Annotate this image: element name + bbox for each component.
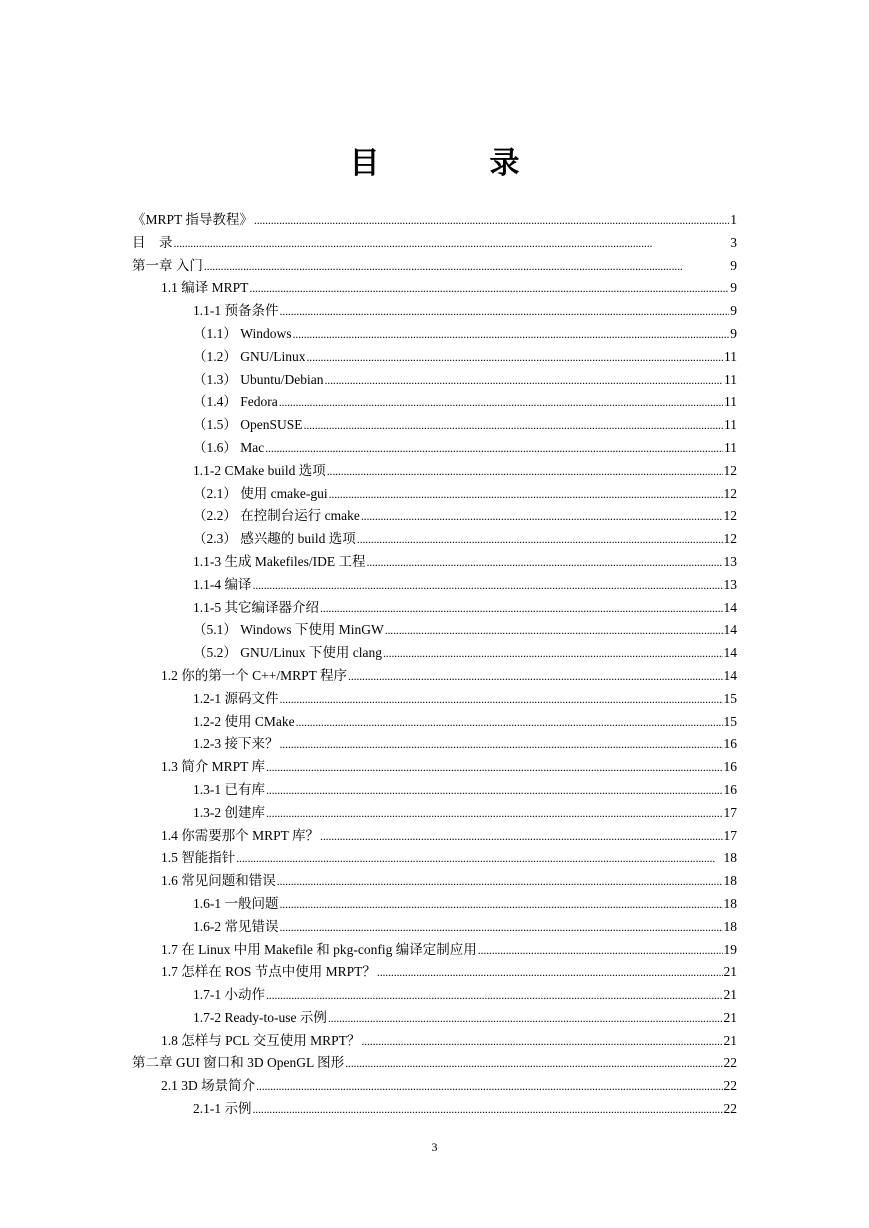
toc-entry[interactable] — [161, 961, 737, 984]
toc-row — [0, 300, 869, 323]
toc-entry-label: 1.1-3 生成 Makefiles/IDE 工程 — [193, 553, 366, 569]
toc-entry-label: 1.1-2 CMake build 选项 — [193, 462, 326, 478]
dot-leader — [253, 574, 723, 597]
toc-entry-label: 1.3 简介 MRPT 库 — [161, 759, 266, 775]
toc-entry-page: 14 — [723, 667, 737, 683]
toc-entry-label: 1.3-2 创建库 — [193, 804, 265, 820]
toc-entry[interactable] — [161, 1030, 737, 1053]
toc-entry[interactable] — [161, 665, 737, 688]
toc-entry-label: 第二章 GUI 窗口和 3D OpenGL 图形 — [132, 1055, 345, 1071]
toc-row — [0, 961, 869, 984]
toc-entry[interactable] — [193, 711, 737, 734]
toc-row — [0, 733, 869, 756]
toc-entry-label: （2.3） 感兴趣的 build 选项 — [193, 531, 356, 547]
toc-row — [0, 916, 869, 939]
dot-leader — [361, 505, 723, 528]
dot-leader — [266, 756, 722, 779]
dot-leader — [256, 1075, 722, 1098]
toc-entry-page: 12 — [723, 462, 737, 478]
dot-leader — [296, 711, 723, 734]
toc-entry-label: 1.1 编译 MRPT — [161, 280, 249, 296]
toc-entry[interactable] — [161, 277, 737, 300]
toc-entry-page: 21 — [723, 964, 737, 980]
dot-leader — [266, 779, 723, 802]
toc-entry[interactable] — [193, 1098, 737, 1121]
dot-leader — [280, 916, 723, 939]
toc-row — [0, 939, 869, 962]
toc-entry[interactable] — [193, 346, 737, 369]
dot-leader — [265, 437, 723, 460]
toc-entry-label: 目 录 — [132, 234, 173, 250]
dot-leader — [277, 870, 723, 893]
toc-row — [0, 597, 869, 620]
toc-entry-page: 12 — [723, 485, 737, 501]
toc-row — [0, 665, 869, 688]
toc-entry-label: 1.1-5 其它编译器介绍 — [193, 599, 319, 615]
toc-entry-label: 第一章 入门 — [132, 257, 203, 273]
toc-entry-label: 1.2-3 接下来？ — [193, 736, 279, 752]
toc-row — [0, 1030, 869, 1053]
toc-row — [0, 711, 869, 734]
toc-entry-page: 18 — [723, 895, 737, 911]
toc-row — [0, 779, 869, 802]
toc-entry-page: 13 — [723, 576, 737, 592]
toc-entry[interactable] — [161, 939, 737, 962]
toc-entry-page: 9 — [730, 325, 737, 341]
toc-entry-label: 1.6 常见问题和错误 — [161, 873, 276, 889]
dot-leader — [345, 1052, 722, 1075]
dot-leader — [304, 414, 723, 437]
toc-row — [0, 847, 869, 870]
toc-entry[interactable] — [193, 597, 737, 620]
toc-entry-label: （5.2） GNU/Linux 下使用 clang — [193, 645, 382, 661]
toc-entry-label: 1.1-1 预备条件 — [193, 303, 279, 319]
toc-entry[interactable] — [193, 984, 737, 1007]
page-title: 目 录 — [349, 146, 560, 181]
toc-entry-label: （1.2） GNU/Linux — [193, 348, 306, 364]
toc-entry[interactable] — [193, 574, 737, 597]
toc-entry[interactable] — [193, 369, 737, 392]
toc-entry-page: 14 — [723, 645, 737, 661]
toc-entry[interactable] — [161, 870, 737, 893]
toc-entry[interactable] — [132, 209, 737, 232]
toc-row — [0, 1007, 869, 1030]
toc-row — [0, 369, 869, 392]
dot-leader — [385, 619, 723, 642]
toc-row — [0, 391, 869, 414]
dot-leader — [325, 369, 724, 392]
toc-entry-label: （2.1） 使用 cmake-gui — [193, 485, 328, 501]
toc-entry-page: 18 — [723, 850, 737, 866]
toc-entry-page: 11 — [724, 439, 737, 455]
toc-entry-label: 2.1 3D 场景简介 — [161, 1078, 256, 1094]
toc-row — [0, 802, 869, 825]
toc-entry-label: 1.5 智能指针 — [161, 850, 236, 866]
toc-entry-page: 11 — [724, 394, 737, 410]
toc-entry-label: 1.3-1 已有库 — [193, 781, 265, 797]
toc-entry-page: 22 — [723, 1101, 737, 1117]
toc-entry-page: 18 — [723, 918, 737, 934]
dot-leader — [236, 847, 722, 870]
toc-row — [0, 483, 869, 506]
toc-entry[interactable] — [132, 255, 737, 278]
toc-entry-label: 1.2 你的第一个 C++/MRPT 程序 — [161, 667, 348, 683]
toc-row — [0, 551, 869, 574]
toc-entry-label: 1.8 怎样与 PCL 交互使用 MRPT？ — [161, 1032, 361, 1048]
toc-entry-label: 1.4 你需要那个 MRPT 库？ — [161, 827, 320, 843]
toc-row — [0, 756, 869, 779]
toc-row — [0, 505, 869, 528]
toc-entry-page: 15 — [723, 713, 737, 729]
toc-entry[interactable] — [193, 619, 737, 642]
toc-entry-page: 22 — [723, 1055, 737, 1071]
toc-entry-page: 11 — [724, 371, 737, 387]
toc-row — [0, 437, 869, 460]
dot-leader — [292, 323, 729, 346]
toc-entry[interactable] — [193, 688, 737, 711]
toc-entry-page: 13 — [723, 553, 737, 569]
dot-leader — [361, 1030, 722, 1053]
toc-row — [0, 642, 869, 665]
dot-leader — [254, 209, 729, 232]
dot-leader — [253, 1098, 723, 1121]
dot-leader — [280, 893, 723, 916]
toc-entry-label: （5.1） Windows 下使用 MinGW — [193, 622, 384, 638]
toc-entry-page: 11 — [724, 417, 737, 433]
table-of-contents — [0, 209, 869, 1121]
dot-leader — [328, 1007, 723, 1030]
toc-entry-page: 22 — [723, 1078, 737, 1094]
dot-leader — [366, 551, 722, 574]
toc-entry-label: 1.7 在 Linux 中用 Makefile 和 pkg-config 编译定制应用 — [161, 941, 477, 957]
toc-row — [0, 1098, 869, 1121]
toc-entry[interactable] — [193, 437, 737, 460]
toc-row — [0, 209, 869, 232]
toc-entry-label: （1.1） Windows — [193, 325, 292, 341]
dot-leader — [280, 688, 723, 711]
dot-leader — [280, 300, 730, 323]
toc-entry-page: 3 — [730, 234, 737, 250]
dot-leader — [280, 733, 723, 756]
toc-entry[interactable] — [161, 1075, 737, 1098]
toc-entry-page: 16 — [723, 781, 737, 797]
toc-entry-page: 14 — [723, 599, 737, 615]
toc-entry[interactable] — [193, 1007, 737, 1030]
toc-entry[interactable] — [193, 802, 737, 825]
toc-row — [0, 232, 869, 255]
toc-entry-label: （1.4） Fedora — [193, 394, 278, 410]
toc-row — [0, 619, 869, 642]
toc-entry[interactable] — [193, 642, 737, 665]
toc-row — [0, 277, 869, 300]
toc-entry-label: 1.6-2 常见错误 — [193, 918, 279, 934]
toc-entry[interactable] — [193, 916, 737, 939]
toc-entry-page: 9 — [730, 257, 737, 273]
toc-entry-label: （1.6） Mac — [193, 439, 265, 455]
dot-leader — [266, 802, 723, 825]
toc-entry-page: 12 — [723, 531, 737, 547]
dot-leader — [307, 346, 724, 369]
toc-entry-page: 9 — [730, 280, 737, 296]
dot-leader — [348, 665, 722, 688]
toc-entry-label: （1.3） Ubuntu/Debian — [193, 371, 324, 387]
toc-entry-page: 14 — [723, 622, 737, 638]
toc-entry-page: 12 — [723, 508, 737, 524]
dot-leader — [320, 825, 722, 848]
toc-entry-label: 《MRPT 指导教程》 — [132, 212, 253, 227]
toc-entry[interactable] — [161, 825, 737, 848]
toc-entry-label: （2.2） 在控制台运行 cmake — [193, 508, 360, 524]
dot-leader — [320, 597, 723, 620]
toc-entry[interactable] — [161, 847, 737, 870]
toc-entry[interactable] — [161, 756, 737, 779]
toc-row — [0, 984, 869, 1007]
toc-entry[interactable] — [132, 232, 737, 255]
toc-entry-page: 16 — [723, 736, 737, 752]
dot-leader — [204, 255, 729, 278]
toc-entry[interactable] — [193, 414, 737, 437]
toc-entry-label: 1.7-1 小动作 — [193, 987, 265, 1003]
toc-entry-page: 9 — [730, 303, 737, 319]
toc-entry[interactable] — [193, 528, 737, 551]
toc-row — [0, 825, 869, 848]
toc-entry-label: 1.7 怎样在 ROS 节点中使用 MRPT？ — [161, 964, 376, 980]
dot-leader — [377, 961, 723, 984]
toc-entry-label: 2.1-1 示例 — [193, 1101, 252, 1117]
toc-entry[interactable] — [193, 733, 737, 756]
toc-entry-page: 18 — [723, 873, 737, 889]
toc-entry[interactable] — [193, 779, 737, 802]
dot-leader — [279, 391, 723, 414]
toc-entry-label: 1.2-2 使用 CMake — [193, 713, 295, 729]
dot-leader — [249, 277, 729, 300]
toc-entry-page: 17 — [723, 827, 737, 843]
toc-row — [0, 414, 869, 437]
page-number: 3 — [431, 1140, 438, 1154]
toc-entry[interactable] — [132, 1052, 737, 1075]
toc-entry-page: 21 — [723, 1032, 737, 1048]
toc-entry-label: （1.5） OpenSUSE — [193, 417, 303, 433]
toc-row — [0, 1075, 869, 1098]
toc-row — [0, 346, 869, 369]
toc-entry-page: 17 — [723, 804, 737, 820]
toc-entry[interactable] — [193, 893, 737, 916]
toc-entry-label: 1.1-4 编译 — [193, 576, 252, 592]
dot-leader — [357, 528, 723, 551]
dot-leader — [266, 984, 723, 1007]
toc-entry[interactable] — [193, 391, 737, 414]
toc-entry[interactable] — [193, 505, 737, 528]
toc-row — [0, 688, 869, 711]
toc-row — [0, 1052, 869, 1075]
toc-entry-page: 21 — [723, 1009, 737, 1025]
toc-entry-label: 1.7-2 Ready-to-use 示例 — [193, 1009, 327, 1025]
toc-row — [0, 528, 869, 551]
dot-leader — [329, 483, 723, 506]
toc-entry-label: 1.2-1 源码文件 — [193, 690, 279, 706]
toc-entry[interactable] — [193, 551, 737, 574]
toc-row — [0, 255, 869, 278]
toc-entry-page: 16 — [723, 759, 737, 775]
toc-entry-page: 1 — [730, 212, 737, 227]
dot-leader — [478, 939, 723, 962]
toc-entry-page: 19 — [723, 941, 737, 957]
dot-leader — [174, 232, 730, 255]
dot-leader — [327, 460, 723, 483]
toc-entry-page: 15 — [723, 690, 737, 706]
toc-entry-label: 1.6-1 一般问题 — [193, 895, 279, 911]
toc-row — [0, 893, 869, 916]
toc-entry-page: 21 — [723, 987, 737, 1003]
toc-row — [0, 460, 869, 483]
toc-row — [0, 574, 869, 597]
toc-entry[interactable] — [193, 300, 737, 323]
toc-entry[interactable] — [193, 460, 737, 483]
toc-entry-page: 11 — [724, 348, 737, 364]
toc-entry[interactable] — [193, 323, 737, 346]
toc-entry[interactable] — [193, 483, 737, 506]
dot-leader — [383, 642, 723, 665]
toc-row — [0, 870, 869, 893]
toc-row — [0, 323, 869, 346]
